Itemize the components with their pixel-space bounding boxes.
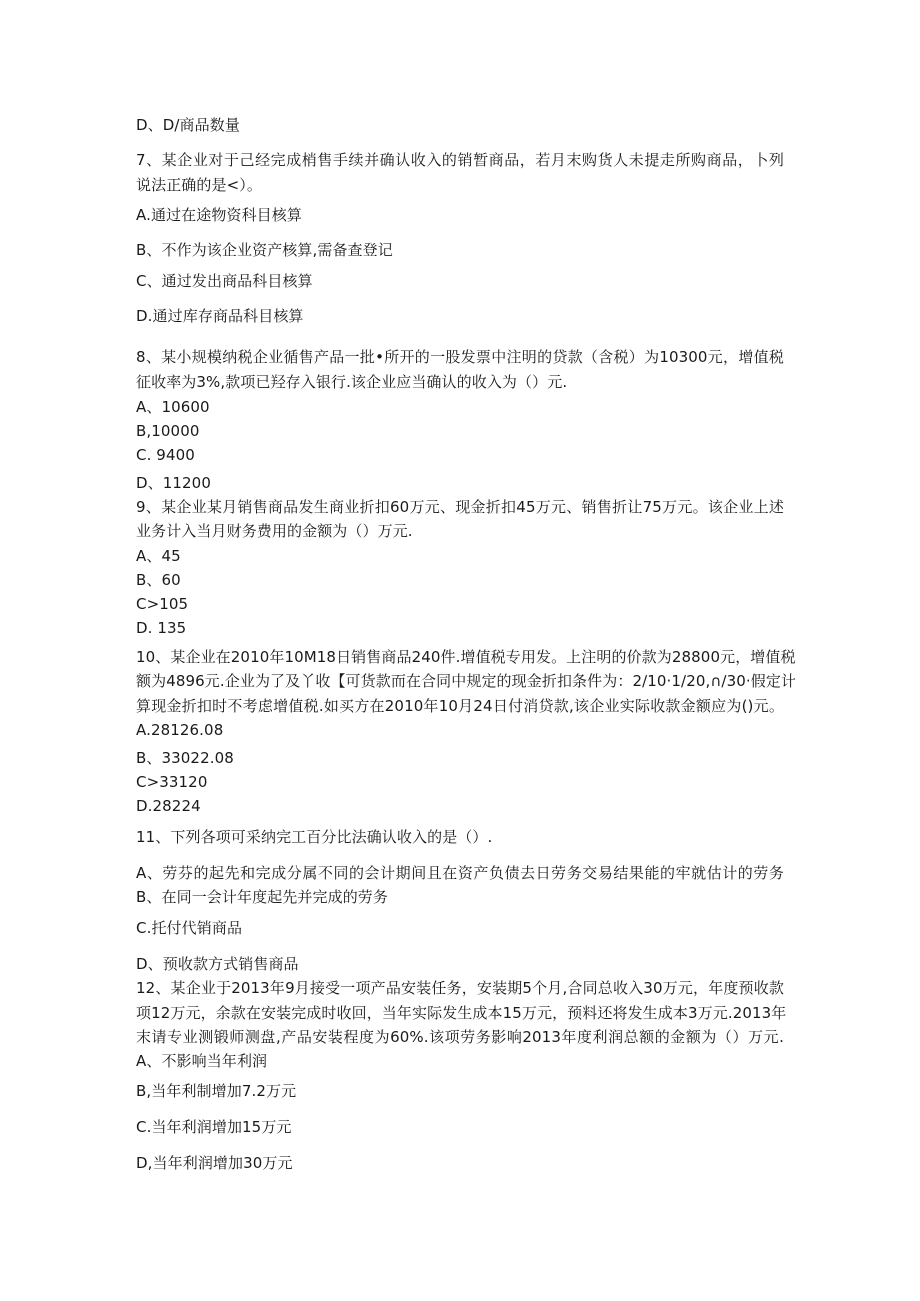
q8-option-c: C. 9400	[136, 446, 195, 464]
q10-option-d: D.28224	[136, 797, 201, 815]
q10-option-a: A.28126.08	[136, 721, 224, 739]
q10-option-c: C>33120	[136, 773, 208, 791]
q7-option-d: D.通过库存商品科目核算	[136, 307, 304, 325]
q8-stem-line-2: 征收率为3%,款项已羟存入银行.该企业应当确认的收入为（）元.	[136, 373, 568, 391]
q8-stem-line-1: 8、某小规模纳税企业循售产品一批•所开的一股发票中注明的贷款（含税）为10300元，增值税	[136, 348, 784, 366]
q7-option-c: C、通过发出商品科目核算	[136, 272, 313, 290]
q12-option-b: B,当年利制增加7.2万元	[136, 1082, 297, 1100]
q12-stem-line-1: 12、某企业于2013年9月接受一项产品安装任务，安装期5个月,合同总收入30万元，年度预收款	[136, 979, 784, 997]
q9-option-d: D. 135	[136, 619, 187, 637]
q12-option-d: D,当年利润增加30万元	[136, 1154, 293, 1172]
q10-stem-line-1: 10、某企业在2010年10M18日销售商品240件.增值税专用发。上注明的价款为28800元，增值税	[136, 648, 796, 666]
q12-stem-line-3: 末请专业测锻师测盘,产品安装程度为60%.该项劳务影响2013年度利润总额的金额为（）万元.	[136, 1028, 784, 1046]
q11-option-d: D、预收款方式销售商品	[136, 955, 299, 973]
q11-option-b: B、在同一会计年度起先并完成的劳务	[136, 888, 388, 906]
q10-stem-line-2: 额为4896元.企业为了及丫收【可货款而在合同中规定的现金折扣条件为：2∕10·1∕20,∩∕30·假定计	[136, 672, 797, 690]
q10-option-b: B、33022.08	[136, 749, 234, 767]
q9-option-a: A、45	[136, 547, 181, 565]
q11-option-a: A、劳芬的起先和完成分属不同的会计期间且在资产负债去日劳务交易结果能的牢就估计的劳务	[136, 864, 784, 882]
q11-stem: 11、下列各项可采纳完工百分比法确认收入的是（）.	[136, 828, 493, 846]
q11-option-c: C.托付代销商品	[136, 919, 243, 937]
q8-option-d: D、11200	[136, 474, 211, 492]
q10-stem-line-3: 算现金折扣时不考虑增值税.如买方在2010年10月24日付消贷款,该企业实际收款金额应为()元。	[136, 697, 784, 715]
q12-option-c: C.当年利润增加15万元	[136, 1118, 292, 1136]
q9-stem-line-1: 9、某企业某月销售商品发生商业折扣60万元、现金折扣45万元、销售折让75万元。该企业上述	[136, 498, 784, 516]
q8-option-a: A、10600	[136, 398, 210, 416]
q6-option-d: D、D/商品数量	[136, 116, 240, 134]
q9-option-b: B、60	[136, 571, 181, 589]
q12-option-a: A、不影响当年利润	[136, 1052, 268, 1070]
q12-stem-line-2: 项12万元，余款在安装完成时收回，当年实际发生成本15万元，预料还将发生成本3万元.2013年	[136, 1004, 787, 1022]
q7-stem-line-1: 7、某企业对于己经完成梢售手续并确认收入的销暂商品，若月末购货人未提走所购商品，卜列	[136, 151, 784, 169]
q8-option-b: B,10000	[136, 422, 200, 440]
q7-option-b: B、不作为该企业资产核算,需备查登记	[136, 241, 393, 259]
q9-option-c: C>105	[136, 595, 189, 613]
q7-stem-line-2: 说法正确的是<）。	[136, 176, 262, 194]
q7-option-a: A.通过在途物资科目核算	[136, 206, 302, 224]
q9-stem-line-2: 业务计入当月财务费用的金额为（）万元.	[136, 522, 413, 540]
